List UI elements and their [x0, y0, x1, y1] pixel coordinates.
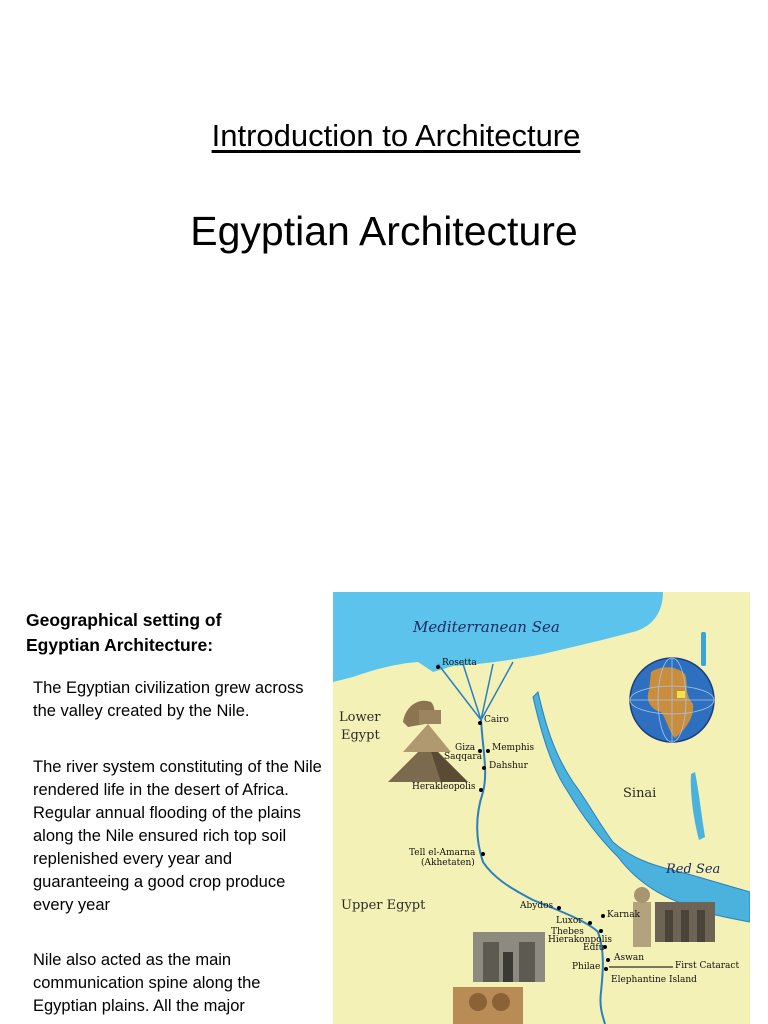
philae-dot [604, 967, 608, 971]
lower-egypt-label-2: Egypt [341, 728, 380, 743]
city-label: Abydos [520, 901, 554, 911]
aswan-dot [606, 958, 610, 962]
city-label: Rosetta [442, 658, 477, 668]
city-label: Philae [572, 962, 601, 972]
section-heading-line: Egyptian Architecture: [26, 635, 214, 655]
city-label: Saqqara [444, 752, 483, 762]
city-label: Aswan [614, 953, 644, 963]
section-heading [26, 608, 326, 658]
rosetta-dot [436, 665, 440, 669]
city-label: Karnak [607, 910, 641, 920]
mediterranean-sea-shape [333, 592, 663, 682]
lower-egypt-label-1: Lower [339, 710, 381, 725]
luxor-dot [588, 921, 592, 925]
slide-subtitle: Introduction to Architecture [211, 118, 581, 153]
dahshur-dot [482, 766, 486, 770]
city-label: Thebes [551, 927, 584, 937]
city-label: Memphis [492, 743, 535, 753]
cairo-dot [478, 721, 482, 725]
city-label: First Cataract [675, 961, 740, 971]
temple-illustration [453, 932, 545, 1024]
memphis-dot [486, 749, 490, 753]
globe-icon [630, 658, 714, 742]
red-sea-label: Red Sea [666, 862, 721, 877]
dead-sea-shape [701, 632, 706, 666]
sinai-label: Sinai [623, 786, 657, 801]
city-label: Giza [455, 743, 476, 753]
pyramids-illustration [388, 701, 468, 782]
map-graphic [333, 592, 750, 1024]
content-slide [0, 560, 768, 1024]
upper-egypt-label: Upper Egypt [341, 898, 426, 913]
amarna-dot [481, 852, 485, 856]
city-label: Tell el-Amarna [409, 848, 476, 858]
city-label: Herakleopolis [412, 782, 476, 792]
city-label: Dahshur [489, 761, 528, 771]
gulf-of-aqaba-shape [691, 772, 705, 840]
karnak-dot [601, 914, 605, 918]
city-label: Cairo [484, 715, 509, 725]
city-label: Edfu [583, 943, 605, 953]
nile-delta [438, 662, 513, 720]
slide-title: Egyptian Architecture [190, 208, 578, 254]
city-label: Hierakonpolis [548, 935, 612, 945]
herakleopolis-dot [479, 788, 483, 792]
abydos-dot [557, 906, 561, 910]
paragraph-nile-valley: The Egyptian civilization grew across the valley created by the Nile. [33, 679, 304, 720]
mediterranean-sea-label: Mediterranean Sea [413, 618, 560, 636]
paragraph-communication: Nile also acted as the main communication spine along the Egyptian plains. All the major [33, 951, 261, 1015]
city-label: Luxor [556, 916, 583, 926]
section-heading-line: Geographical setting of [26, 610, 222, 630]
egypt-map [333, 592, 750, 1024]
city-label: (Akhetaten) [421, 858, 475, 868]
thebes-dot [599, 929, 603, 933]
paragraph-river-system: The river system constituting of the Nile rendered life in the desert of Africa. Regular annual flooding of the plains along the Nile ensured rich top soil replenished every year and guaranteeing a good crop produce every year [33, 758, 322, 914]
city-label: Elephantine Island [611, 975, 697, 985]
